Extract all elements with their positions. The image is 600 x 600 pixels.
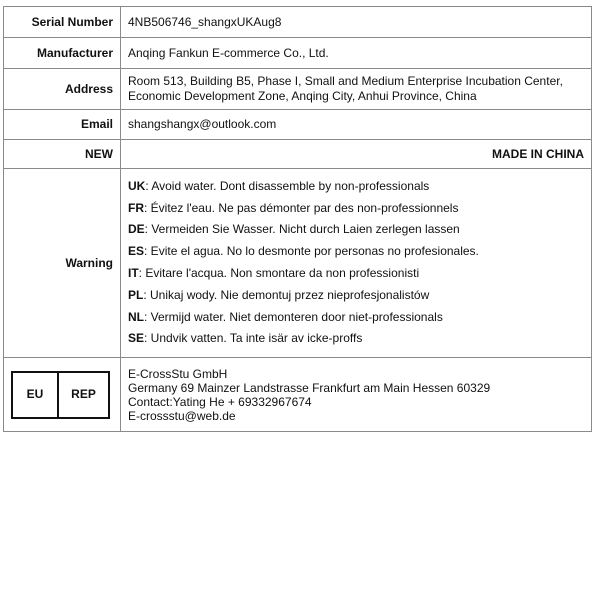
product-label-table — [3, 6, 592, 432]
rep-company: E-CrossStu GmbH — [128, 366, 228, 381]
rep-contact: Contact:Yating He + 69332967674 — [128, 394, 312, 409]
eu-rep-details — [121, 358, 592, 432]
manufacturer-label: Manufacturer — [4, 38, 121, 69]
warning-line-se: SE: Undvik vatten. Ta inte isär av icke-proffs — [128, 331, 363, 346]
address-value — [121, 69, 592, 110]
eu-rep-symbol-cell — [4, 358, 121, 432]
rep-address: Germany 69 Mainzer Landstrasse Frankfurt am Main Hessen 60329 — [128, 380, 491, 395]
serial-number-value: 4NB506746_shangxUKAug8 — [121, 7, 592, 38]
email-value: shangshangx@outlook.com — [121, 110, 592, 140]
warning-row — [4, 169, 592, 358]
eu-box: EU — [11, 371, 59, 419]
address-label: Address — [4, 69, 121, 110]
new-label: NEW — [4, 140, 121, 169]
warning-line-it: IT: Evitare l'acqua. Non smontare da non professionisti — [128, 266, 420, 280]
warning-line-nl: NL: Vermijd water. Niet demonteren door niet-professionals — [128, 309, 443, 324]
serial-number-row — [4, 7, 592, 38]
address-row — [4, 69, 592, 110]
warning-line-de: DE: Vermeiden Sie Wasser. Nicht durch Laien zerlegen lassen — [128, 222, 460, 237]
warning-line-es: ES: Evite el agua. No lo desmonte por personas no profesionales. — [128, 244, 479, 259]
serial-number-label: Serial Number — [4, 7, 121, 38]
rep-email: E-crossstu@web.de — [128, 408, 236, 423]
warning-line-uk: UK: Avoid water. Dont disassemble by non-professionals — [128, 178, 430, 193]
email-row — [4, 110, 592, 140]
address-line: Economic Development Zone, Anqing City, Anhui Province, China — [128, 89, 477, 103]
eu-rep-symbol — [5, 371, 119, 419]
warning-line-pl: PL: Unikaj wody. Nie demontuj przez nieprofesjonalistów — [128, 287, 430, 302]
new-row — [4, 140, 592, 169]
email-label: Email — [4, 110, 121, 140]
warning-label: Warning — [4, 169, 121, 358]
address-line: Room 513, Building B5, Phase I, Small and Medium Enterprise Incubation Center, — [128, 74, 563, 88]
warning-line-fr: FR: Évitez l'eau. Ne pas démonter par des non-professionnels — [128, 200, 459, 215]
warning-text-block — [121, 169, 592, 358]
rep-box: REP — [57, 371, 110, 419]
eu-rep-row — [4, 358, 592, 432]
manufacturer-row — [4, 38, 592, 69]
manufacturer-value: Anqing Fankun E-commerce Co., Ltd. — [121, 38, 592, 69]
made-in-china-text: MADE IN CHINA — [121, 140, 592, 169]
